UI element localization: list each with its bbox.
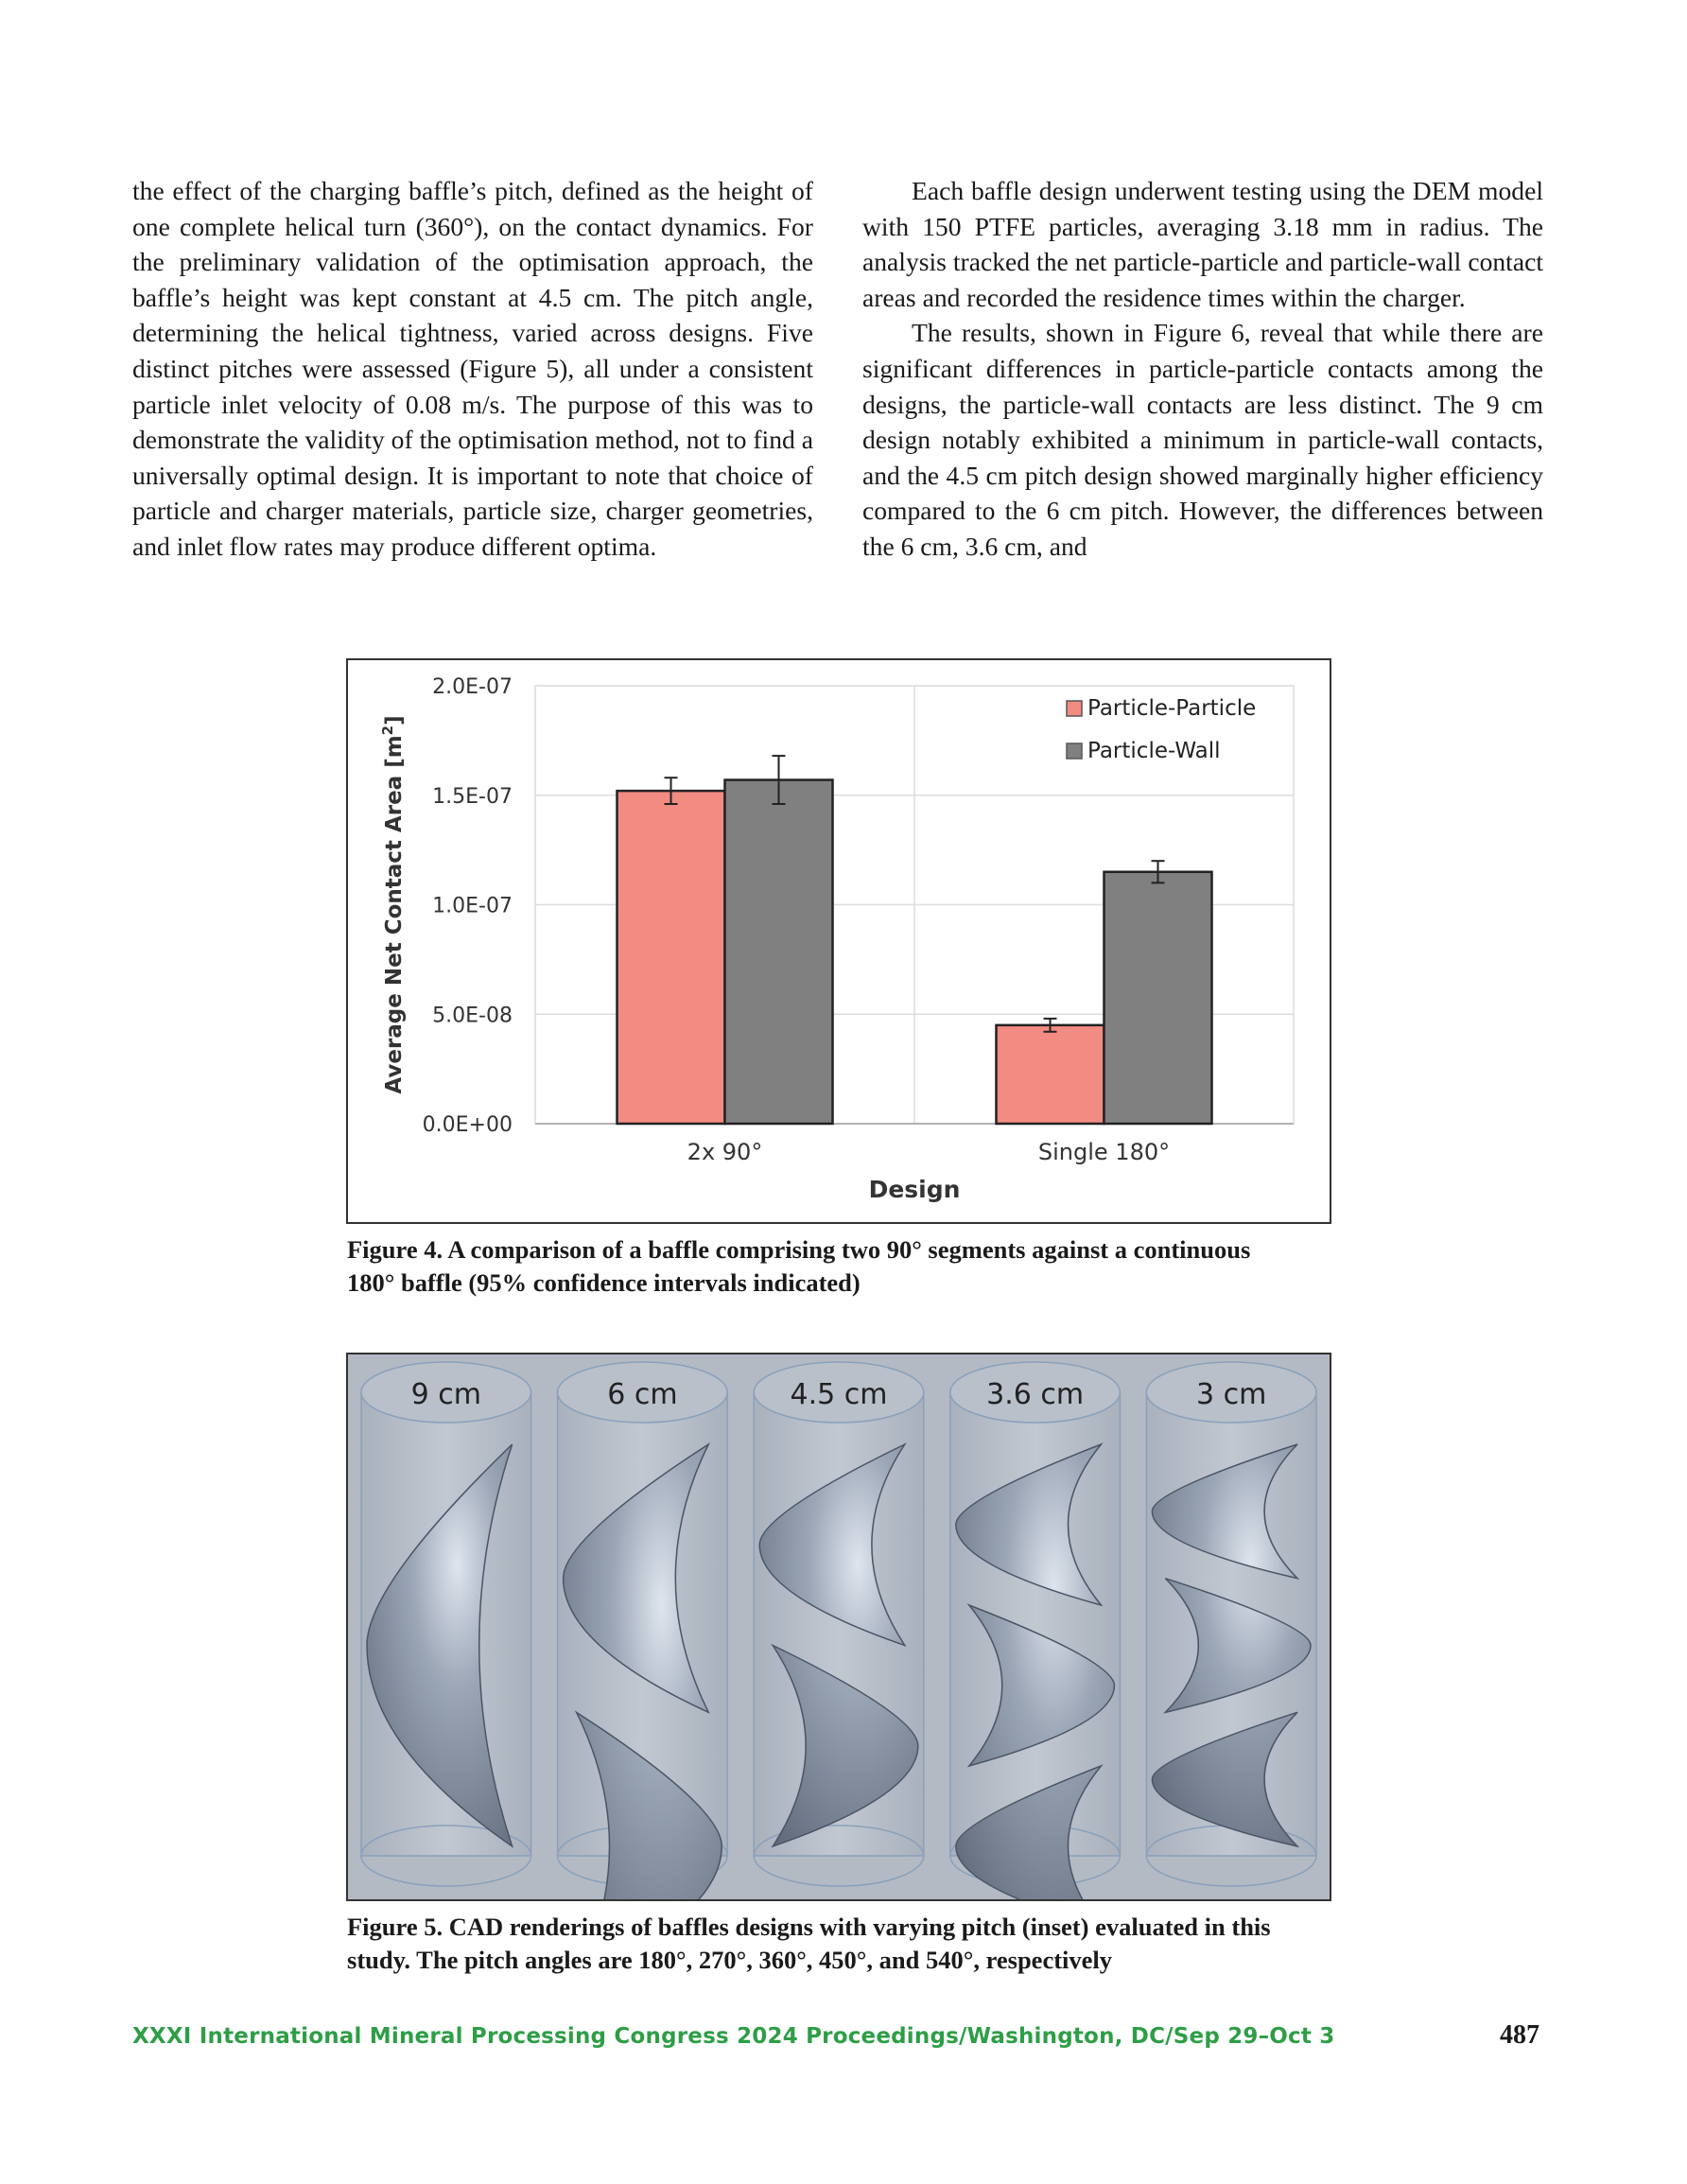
left-column (132, 173, 813, 565)
page-number: 487 (1500, 2020, 1539, 2050)
baffle-rendering (361, 1362, 531, 1886)
legend-swatch (1067, 701, 1082, 716)
bar-particle-particle (617, 791, 725, 1124)
bar-particle-wall (725, 780, 833, 1124)
figure-5-cad-renderings (346, 1353, 1331, 1901)
x-tick-label: Single 180° (1037, 1139, 1171, 1165)
y-tick-label: 1.0E-07 (432, 894, 513, 918)
legend-swatch (1067, 743, 1082, 759)
figure-4-bar-chart (346, 658, 1331, 1224)
legend-label: Particle-Wall (1087, 739, 1221, 763)
y-tick-label: 5.0E-08 (432, 1004, 513, 1028)
figure-4-caption-line-1: Figure 4. A comparison of a baffle comprising two 90° segments against a continuous (347, 1235, 1251, 1264)
cad-renderings-svg (348, 1354, 1330, 1899)
pitch-label: 6 cm (607, 1378, 678, 1411)
y-axis-title-superscript: 2 (379, 725, 396, 736)
footer-proceedings: XXXI International Mineral Processing Congress 2024 Proceedings/Washington, DC/Sep 29–Oct 3 (132, 2024, 1335, 2049)
y-tick-label: 2.0E-07 (432, 675, 513, 699)
bar-particle-wall (1104, 872, 1212, 1124)
baffle-rendering (558, 1362, 728, 1899)
pitch-label: 9 cm (410, 1378, 481, 1411)
x-axis-title: Design (868, 1176, 961, 1203)
pitch-label: 4.5 cm (790, 1378, 888, 1411)
right-paragraph-1: Each baffle design underwent testing using the DEM model with 150 PTFE particles, averaging 3.18 mm in radius. The analysis tracked the net particle-particle and particle-wall contact areas and recorded the residence times within the charger. (862, 176, 1543, 312)
y-axis-title (379, 715, 407, 1093)
pitch-label: 3.6 cm (986, 1378, 1085, 1411)
figure-4-caption-line-2: 180° baffle (95% confidence intervals indicated) (347, 1268, 861, 1297)
bar-chart-svg (348, 660, 1331, 1224)
baffle-rendering (1146, 1362, 1316, 1886)
y-tick-label: 1.5E-07 (432, 784, 513, 809)
figure-5-caption-line-2: study. The pitch angles are 180°, 270°, 360°, 450°, and 540°, respectively (347, 1946, 1113, 1974)
figure-5-caption-line-1: Figure 5. CAD renderings of baffles designs with varying pitch (inset) evaluated in this (347, 1913, 1271, 1941)
legend-label: Particle-Particle (1087, 696, 1257, 721)
figure-4-caption (347, 1233, 1387, 1300)
right-paragraph-2: The results, shown in Figure 6, reveal that while there are significant differences in particle-particle contacts among the designs, the particle-wall contacts are less distinct. The 9 cm design notably exhibited a minimum in particle-wall contacts, and the 4.5 cm pitch design showed marginally higher efficiency compared to the 6 cm pitch. However, the differences between the 6 cm, 3.6 cm, and (862, 318, 1543, 561)
cylinder-body (950, 1392, 1121, 1856)
baffle-rendering (754, 1362, 924, 1886)
bar-particle-particle (997, 1025, 1104, 1124)
y-tick-label: 0.0E+00 (422, 1113, 513, 1137)
baffle-rendering (950, 1362, 1121, 1899)
right-column (862, 173, 1543, 565)
x-tick-label: 2x 90° (687, 1139, 763, 1165)
pitch-label: 3 cm (1196, 1378, 1267, 1411)
left-paragraph-1: the effect of the charging baffle’s pitch, defined as the height of one complete helical turn (360°), on the contact dynamics. For the preliminary validation of the optimisation approach, the baffle’s height was kept constant at 4.5 cm. The pitch angle, determining the helical tightness, varied across designs. Five distinct pitches were assessed (Figure 5), all under a consistent particle inlet velocity of 0.08 m/s. The purpose of this was to demonstrate the validity of the optimisation method, not to find a universally optimal design. It is important to note that choice of particle and charger materials, particle size, charger geometries, and inlet flow rates may produce different optima. (132, 176, 813, 561)
y-axis-title-end: ] (382, 715, 407, 725)
y-axis-title-main: Average Net Contact Area [m (382, 735, 407, 1094)
figure-5-caption (347, 1911, 1387, 1977)
